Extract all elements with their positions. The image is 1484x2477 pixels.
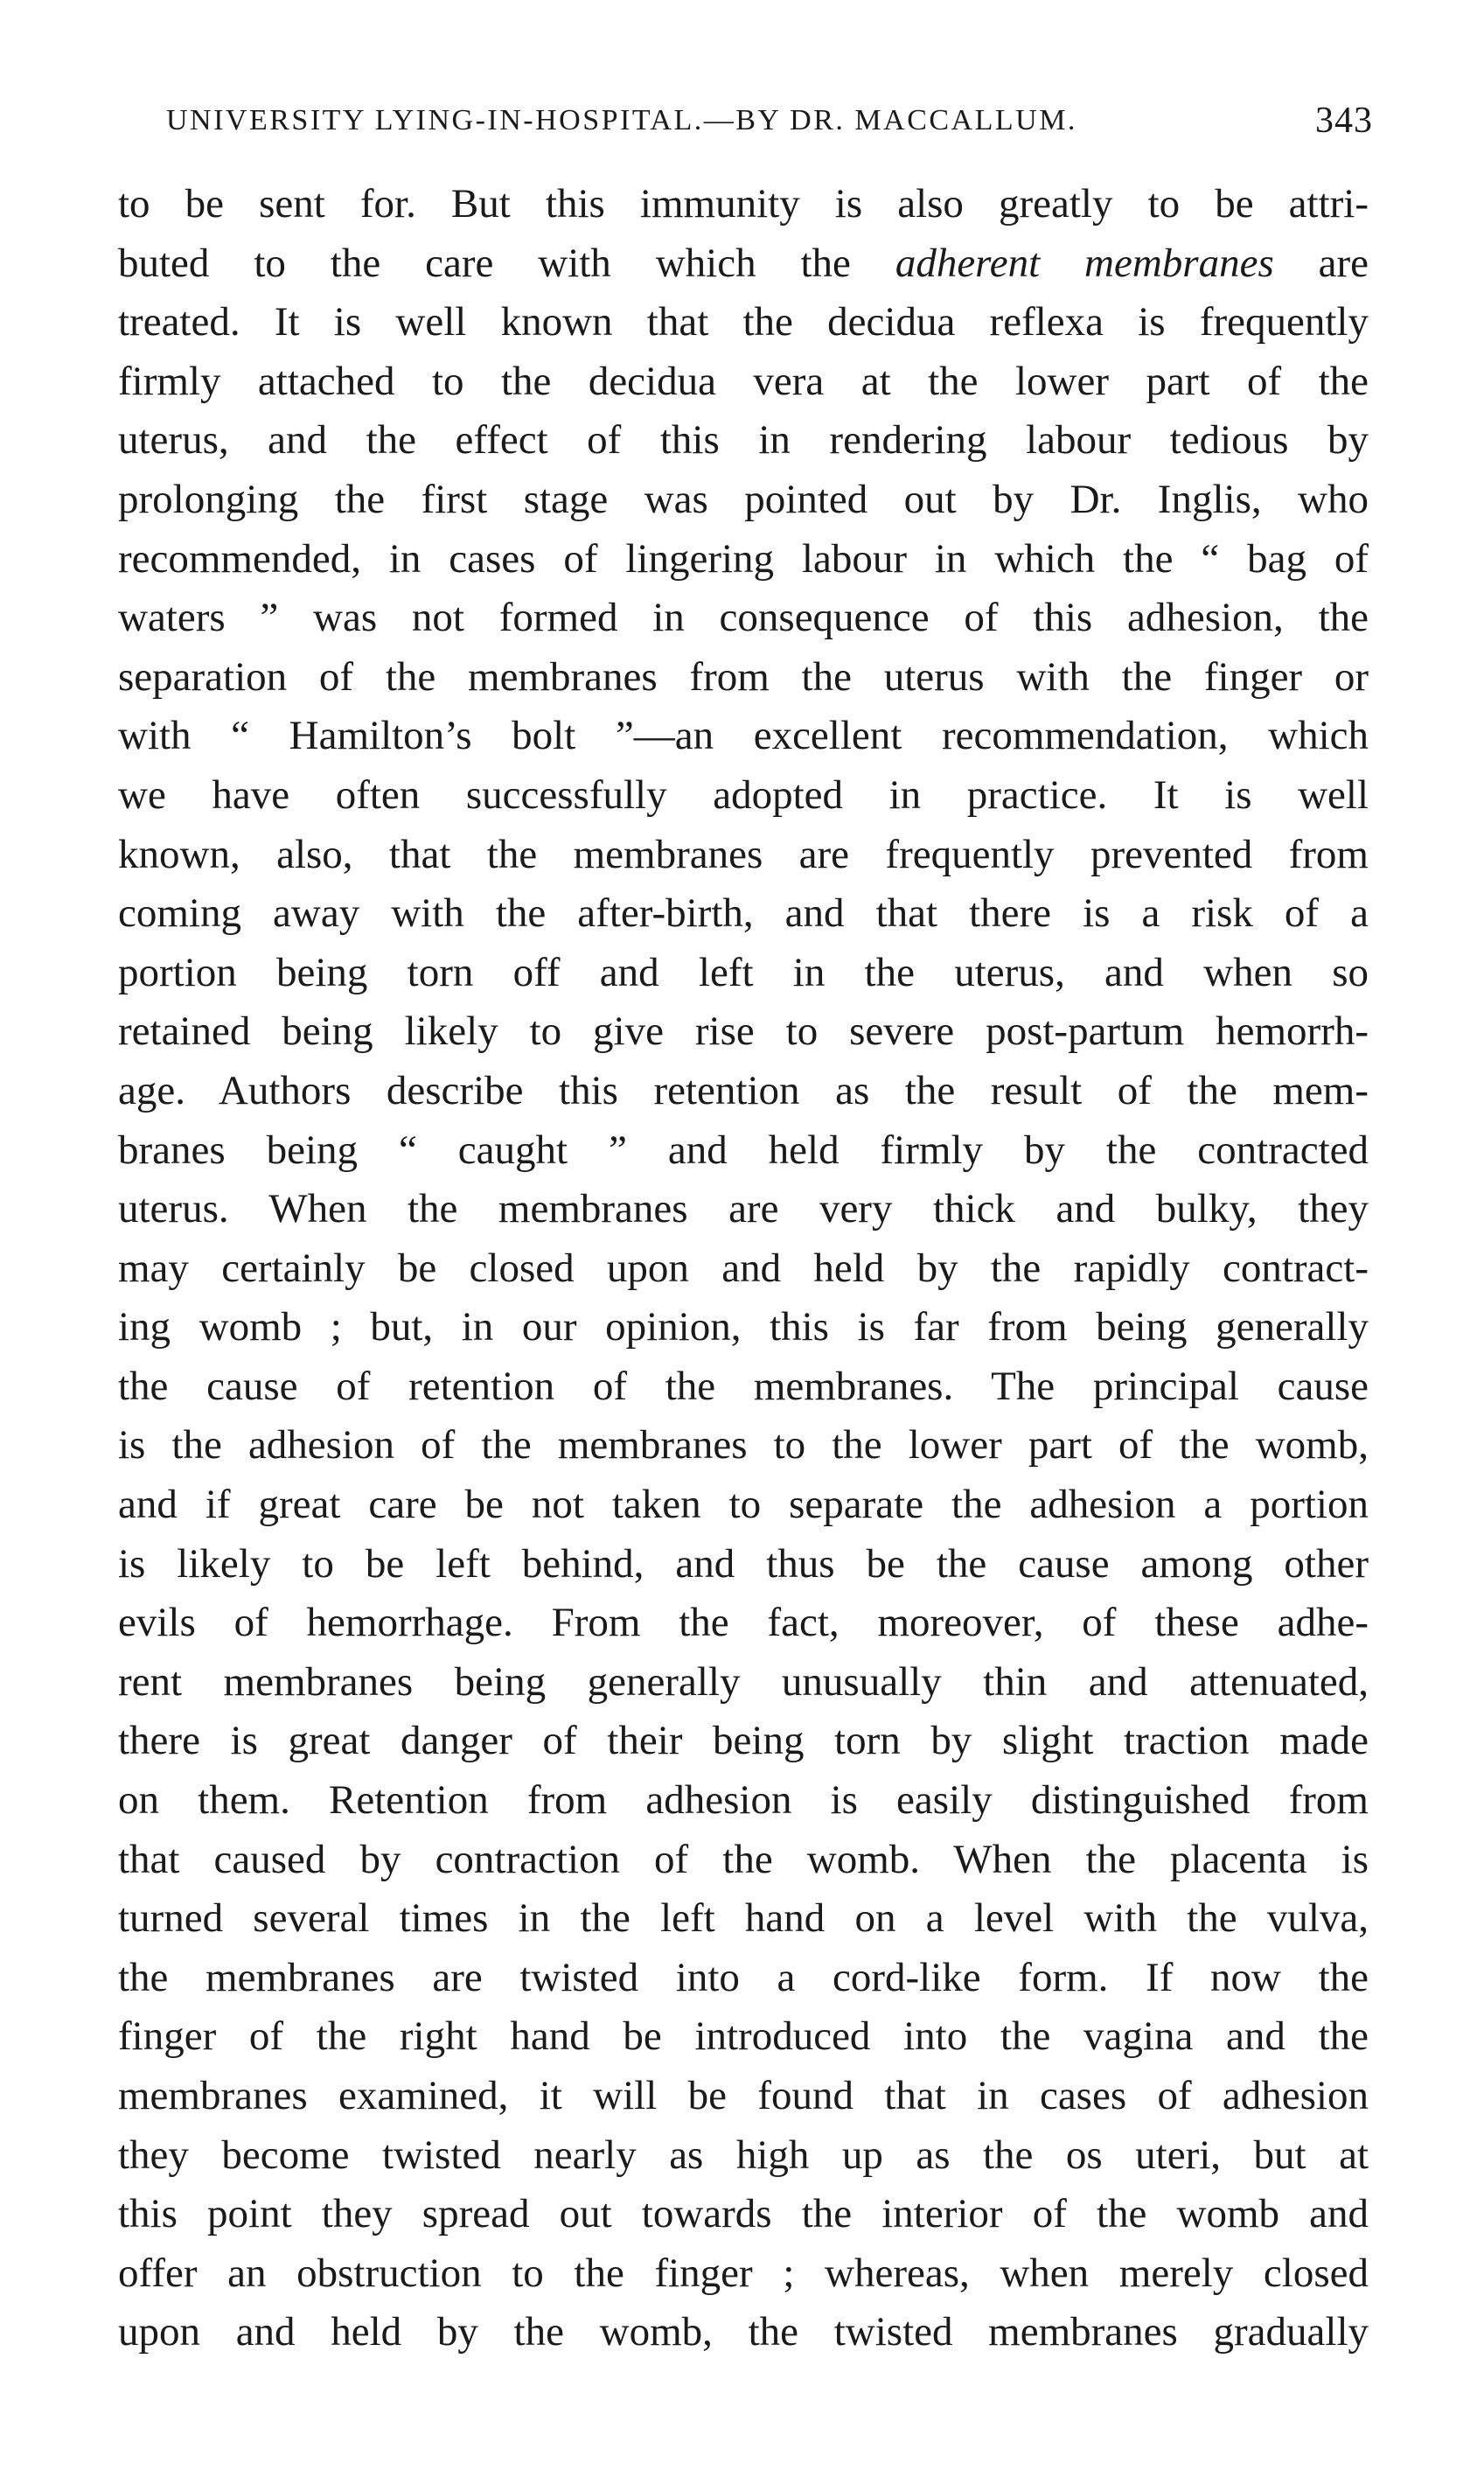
- text-segment: buted to the care with which the: [118, 240, 895, 286]
- text-line: [118, 1180, 1369, 1239]
- text-line: [118, 1771, 1369, 1831]
- text-segment: known, also, that the membranes are frequently prevented from: [118, 831, 1369, 877]
- text-line: [118, 2126, 1369, 2186]
- text-line: [118, 471, 1369, 530]
- text-line: [118, 2007, 1369, 2067]
- text-line: [118, 1416, 1369, 1476]
- text-segment: evils of hemorrhage. From the fact, moreover, of these adhe-: [118, 1600, 1369, 1646]
- text-segment: to be sent for. But this immunity is also greatly to be attri-: [118, 181, 1369, 227]
- italic-phrase: adherent membranes: [895, 240, 1274, 286]
- text-line: [118, 1949, 1369, 2008]
- text-segment: upon and held by the womb, the twisted membranes gradually: [118, 2309, 1369, 2355]
- text-segment: on them. Retention from adhesion is easily distinguished from: [118, 1777, 1369, 1824]
- text-segment: are: [1273, 240, 1369, 286]
- text-segment: may certainly be closed upon and held by the rapidly contract-: [118, 1245, 1369, 1291]
- text-segment: turned several times in the left hand on a level with the vulva,: [118, 1895, 1369, 1942]
- text-segment: waters ” was not formed in consequence of this adhesion, the: [118, 595, 1369, 641]
- text-segment: rent membranes being generally unusually thin and attenuated,: [118, 1658, 1369, 1705]
- text-segment: there is great danger of their being torn by slight traction made: [118, 1718, 1369, 1764]
- text-segment: and if great care be not taken to separate the adhesion a portion: [118, 1482, 1369, 1528]
- text-line: [118, 2244, 1369, 2304]
- text-segment: the cause of retention of the membranes. The principal cause: [118, 1363, 1369, 1409]
- text-segment: the membranes are twisted into a cord-like form. If now the: [118, 1954, 1369, 2000]
- text-segment: uterus. When the membranes are very thick and bulky, they: [118, 1186, 1369, 1232]
- text-segment: is the adhesion of the membranes to the lower part of the womb,: [118, 1422, 1369, 1469]
- text-line: [118, 1653, 1369, 1713]
- text-segment: they become twisted nearly as high up as the os uteri, but at: [118, 2132, 1369, 2178]
- text-line: [118, 589, 1369, 648]
- body-text: [118, 175, 1369, 2362]
- text-segment: treated. It is well known that the decidua reflexa is frequently: [118, 299, 1369, 345]
- text-line: [118, 530, 1369, 590]
- text-segment: portion being torn off and left in the uterus, and when so: [118, 949, 1369, 995]
- text-line: [118, 352, 1369, 412]
- text-segment: separation of the membranes from the uterus with the finger or: [118, 653, 1369, 700]
- text-segment: uterus, and the effect of this in rendering labour tedious by: [118, 417, 1369, 464]
- running-title: UNIVERSITY LYING-IN-HOSPITAL.—BY DR. MACCALLUM.: [166, 104, 1077, 136]
- text-segment: we have often successfully adopted in practice. It is well: [118, 771, 1369, 818]
- text-line: [118, 1535, 1369, 1594]
- text-segment: recommended, in cases of lingering labour in which the “ bag of: [118, 535, 1369, 582]
- text-line: [118, 1239, 1369, 1299]
- text-line: [118, 1298, 1369, 1357]
- text-segment: age. Authors describe this retention as the result of the mem-: [118, 1067, 1369, 1113]
- text-line: [118, 1002, 1369, 1062]
- text-line: [118, 1357, 1369, 1417]
- text-line: [118, 1594, 1369, 1653]
- text-segment: retained being likely to give rise to severe post-partum hemorrh-: [118, 1008, 1369, 1055]
- text-line: [118, 1062, 1369, 1121]
- text-segment: offer an obstruction to the finger ; whereas, when merely closed: [118, 2250, 1369, 2296]
- text-line: [118, 766, 1369, 826]
- text-line: [118, 1476, 1369, 1535]
- text-line: [118, 2185, 1369, 2244]
- text-line: [118, 1889, 1369, 1949]
- text-segment: firmly attached to the decidua vera at the lower part of the: [118, 358, 1369, 404]
- text-segment: this point they spread out towards the interior of the womb and: [118, 2191, 1369, 2237]
- text-segment: membranes examined, it will be found that in cases of adhesion: [118, 2073, 1369, 2118]
- text-segment: is likely to be left behind, and thus be the cause among other: [118, 1540, 1369, 1587]
- text-line: [118, 234, 1369, 294]
- text-line: [118, 293, 1369, 352]
- text-line: [118, 944, 1369, 1003]
- text-line: [118, 2303, 1369, 2362]
- text-segment: prolonging the first stage was pointed out by Dr. Inglis, who: [118, 476, 1369, 522]
- text-line: [118, 2067, 1369, 2126]
- running-head: [166, 94, 1373, 147]
- text-line: [118, 1831, 1369, 1890]
- text-line: [118, 411, 1369, 471]
- text-line: [118, 707, 1369, 766]
- text-line: [118, 1712, 1369, 1771]
- text-segment: finger of the right hand be introduced into the vagina and the: [118, 2013, 1369, 2060]
- text-segment: coming away with the after-birth, and that there is a risk of a: [118, 890, 1369, 937]
- text-segment: that caused by contraction of the womb. When the placenta is: [118, 1836, 1369, 1882]
- page-number: 343: [1315, 101, 1373, 141]
- text-segment: branes being “ caught ” and held firmly by the contracted: [118, 1127, 1369, 1173]
- text-line: [118, 648, 1369, 708]
- text-line: [118, 1121, 1369, 1181]
- text-segment: ing womb ; but, in our opinion, this is far from being generally: [118, 1304, 1369, 1350]
- text-line: [118, 175, 1369, 234]
- text-segment: with “ Hamilton’s bolt ”—an excellent recommendation, which: [118, 713, 1369, 759]
- text-line: [118, 884, 1369, 944]
- text-line: [118, 826, 1369, 885]
